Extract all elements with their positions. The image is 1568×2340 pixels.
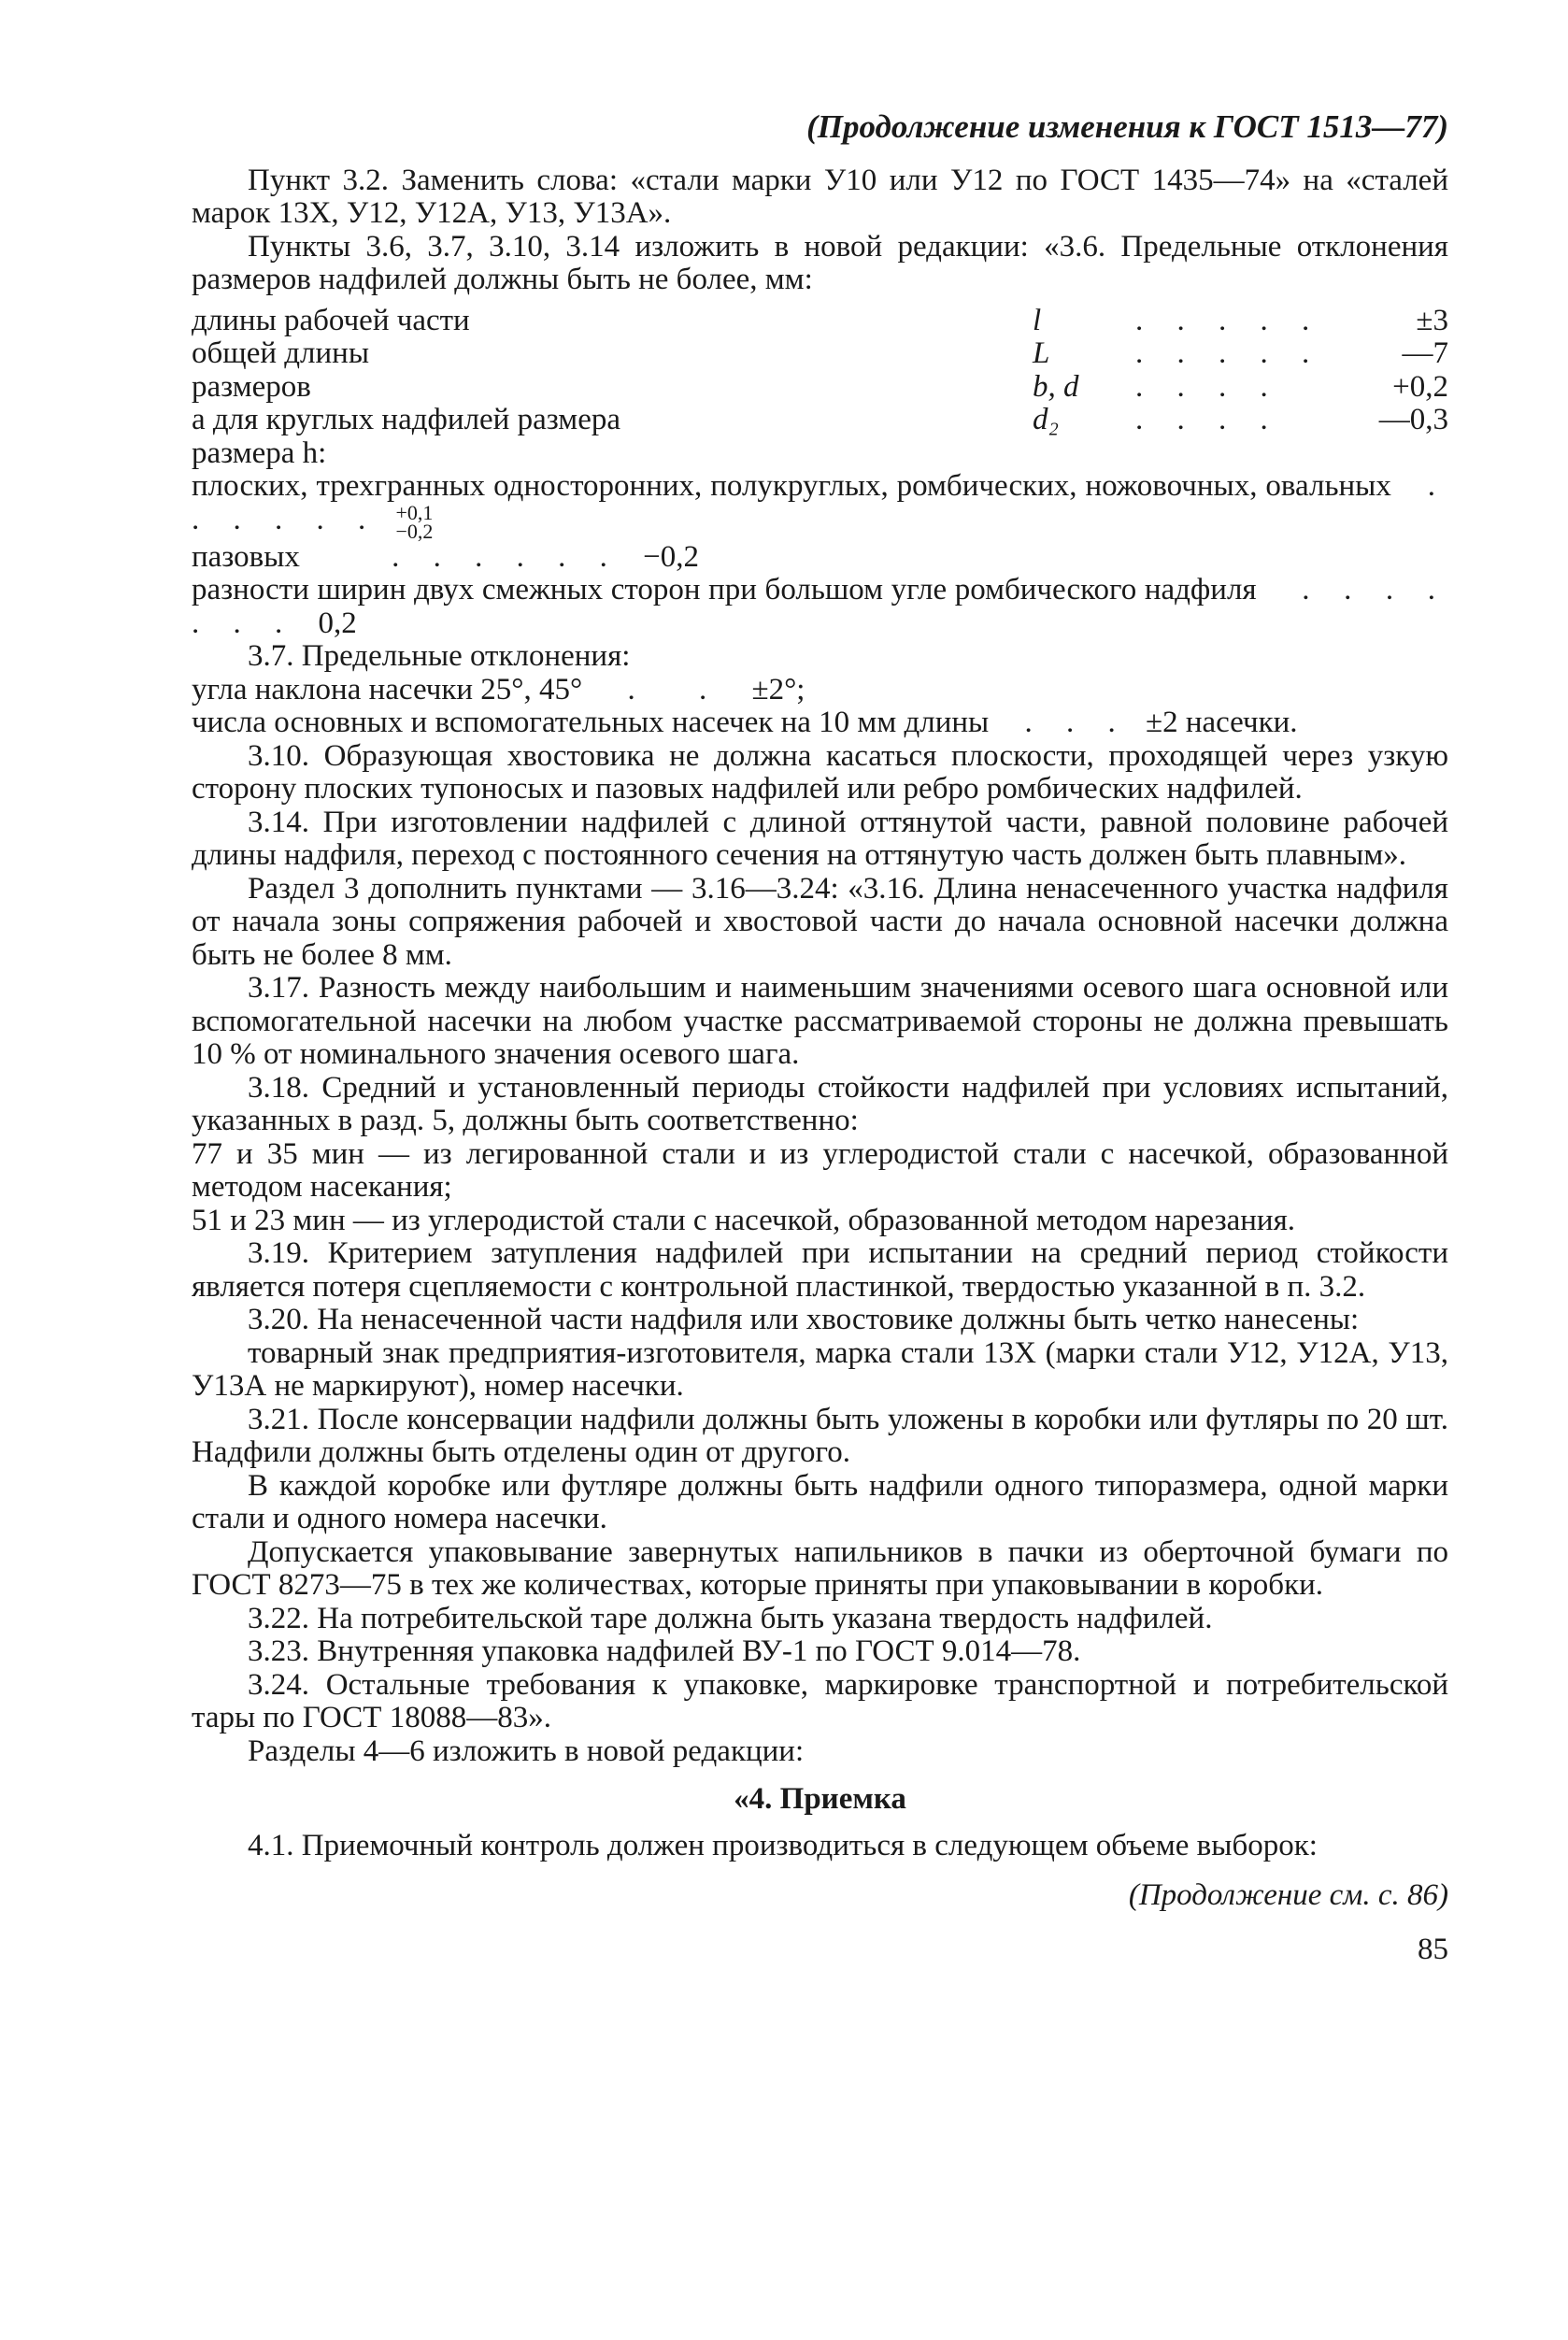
slot-files-text: пазовых [192, 539, 300, 574]
flat-tolerance [395, 500, 434, 543]
paragraph-3-18: 3.18. Средний и установленный периоды стойкости надфилей при условиях испытаний, указанных в разд. 5, должны быть соответственно: [192, 1070, 1448, 1137]
angle-value: ±2°; [751, 672, 805, 706]
paragraph-3-14: 3.14. При изготовлении надфилей с длиной оттянутой части, равной половине рабочей длины надфиля, переход с постоянного сечения на оттянутую часть должен быть плавным». [192, 805, 1448, 872]
leader-dots: . . . . . [1135, 303, 1323, 337]
paragraph-3-2: Пункт 3.2. Заменить слова: «стали марки У10 или У12 по ГОСТ 1435—74» на «сталей марок 13Х, У12, У12А, У13, У13А». [192, 163, 1448, 230]
slot-value: −0,2 [643, 539, 700, 574]
paragraph-points-intro: Пункты 3.6, 3.7, 3.10, 3.14 изложить в новой редакции: «3.6. Предельные отклонения размеров надфилей должны быть не более, мм: [192, 229, 1448, 296]
leader-dots: . . . . . [1135, 336, 1323, 370]
dimension-value: —0,3 [1378, 403, 1448, 436]
h-size-label: размера h: [192, 435, 327, 470]
leader-dots: . . . . . . . [192, 573, 1449, 640]
angle-tolerance-line [192, 674, 1448, 707]
dimension-symbol: d₂ [1033, 403, 1059, 436]
dimension-symbol: b, d [1033, 369, 1079, 404]
paragraph-3-24: 3.24. Остальные требования к упаковке, маркировке транспортной и потребительской тары по ГОСТ 18088—83». [192, 1667, 1448, 1734]
dimension-row [192, 371, 1448, 405]
cuts-tolerance-line [192, 706, 1448, 740]
paragraph-3-18-b: 51 и 23 мин — из углеродистой стали с насечкой, образованной методом нарезания. [192, 1203, 1296, 1237]
leader-dots: . . . . . . [392, 539, 620, 574]
continuation-note: (Продолжение см. с. 86) [1128, 1878, 1448, 1912]
paragraph-3-16: Раздел 3 дополнить пунктами — 3.16—3.24: «3.16. Длина ненасеченного участка надфиля от начала зоны сопряжения рабочей и хвостовой части до начала основной насечки должна быть не более 8 мм. [192, 871, 1448, 972]
cuts-text: числа основных и вспомогательных насечек на 10 мм длины [192, 706, 990, 739]
paragraph-4-1: 4.1. Приемочный контроль должен производиться в следующем объеме выборок: [248, 1828, 1318, 1862]
leader-dots: . . [627, 672, 735, 706]
dimension-label: а для круглых надфилей размера [192, 403, 620, 436]
slot-files-line [192, 541, 1448, 575]
width-diff-line [192, 574, 1448, 640]
page-number: 85 [1418, 1932, 1448, 1966]
dimension-row [192, 404, 1448, 437]
dimension-label: общей длины [192, 336, 370, 370]
dimension-value: +0,2 [1392, 369, 1448, 404]
paragraph-3-21-b: Допускается упаковывание завернутых напильников в пачки из оберточной бумаги по ГОСТ 8273—75 в тех же количествах, которые приняты при упаковывании в коробки. [192, 1534, 1448, 1602]
width-diff-value: 0,2 [318, 606, 357, 640]
leader-dots: . . . [1024, 706, 1129, 739]
dimension-row [192, 305, 1448, 338]
cuts-value: ±2 насечки. [1145, 706, 1298, 739]
dimension-row [192, 337, 1448, 371]
tolerance-lower: −0,2 [395, 519, 434, 543]
tolerance-upper: +0,1 [395, 500, 434, 524]
paragraph-3-20: 3.20. На ненасеченной части надфиля или хвостовике должны быть четко нанесены: [248, 1303, 1360, 1336]
dimension-value: ±3 [1416, 303, 1448, 337]
leader-dots: . . . . [1135, 403, 1281, 436]
width-diff-text: разности ширин двух смежных сторон при большом угле ромбического надфиля [192, 573, 1257, 606]
paragraph-3-17: 3.17. Разность между наибольшим и наименьшим значениями осевого шага основной или вспомогательной насечки на любом участке рассматриваемой стороны не должна превышать 10 % от номинального значения осевого шага. [192, 971, 1448, 1071]
paragraph-3-21-a: В каждой коробке или футляре должны быть надфили одного типоразмера, одной марки стали и одного номера насечки. [192, 1468, 1448, 1535]
dimension-value: —7 [1402, 336, 1448, 370]
dimension-symbol: l [1033, 303, 1042, 337]
leader-dots: . . . . [1135, 369, 1281, 404]
paragraph-3-22: 3.22. На потребительской таре должна быть указана твердость надфилей. [248, 1601, 1213, 1635]
page-header: (Продолжение изменения к ГОСТ 1513—77) [806, 108, 1448, 145]
section-4-title: «4. Приемка [734, 1782, 906, 1816]
paragraph-3-18-a: 77 и 35 мин — из легированной стали и из углеродистой стали с насечкой, образованной методом насекания; [192, 1136, 1448, 1204]
paragraph-3-21: 3.21. После консервации надфили должны быть уложены в коробки или футляры по 20 шт. Надфили должны быть отделены один от другого. [192, 1402, 1448, 1469]
flat-files-text: плоских, трехгранных односторонних, полукруглых, ромбических, ножовочных, овальных [192, 469, 1391, 503]
paragraph-3-7-title: 3.7. Предельные отклонения: [248, 639, 631, 673]
document-page [192, 110, 1448, 1966]
dimension-list [192, 305, 1448, 437]
angle-text: угла наклона насечки 25°, 45° [192, 672, 583, 706]
paragraph-3-23: 3.23. Внутренняя упаковка надфилей ВУ-1 по ГОСТ 9.014—78. [248, 1634, 1081, 1668]
dimension-label: длины рабочей части [192, 303, 470, 337]
paragraph-3-20-a: товарный знак предприятия-изготовителя, марка стали 13Х (марки стали У12, У12А, У13, У13А не маркируют), номер насечки. [192, 1335, 1448, 1403]
paragraph-3-10: 3.10. Образующая хвостовика не должна касаться плоскости, проходящей через узкую сторону плоских тупоносых и пазовых надфилей или ребро ромбических надфилей. [192, 738, 1448, 806]
dimension-label: размеров [192, 369, 311, 404]
flat-files-line [192, 470, 1448, 541]
dimension-symbol: L [1033, 336, 1050, 370]
paragraph-sections-4-6: Разделы 4—6 изложить в новой редакции: [248, 1734, 805, 1768]
leader-dots: . . . . . . [192, 469, 1449, 537]
paragraph-3-19: 3.19. Критерием затупления надфилей при испытании на средний период стойкости является потеря сцепляемости с контрольной пластинкой, твердостью указанной в п. 3.2. [192, 1236, 1448, 1304]
